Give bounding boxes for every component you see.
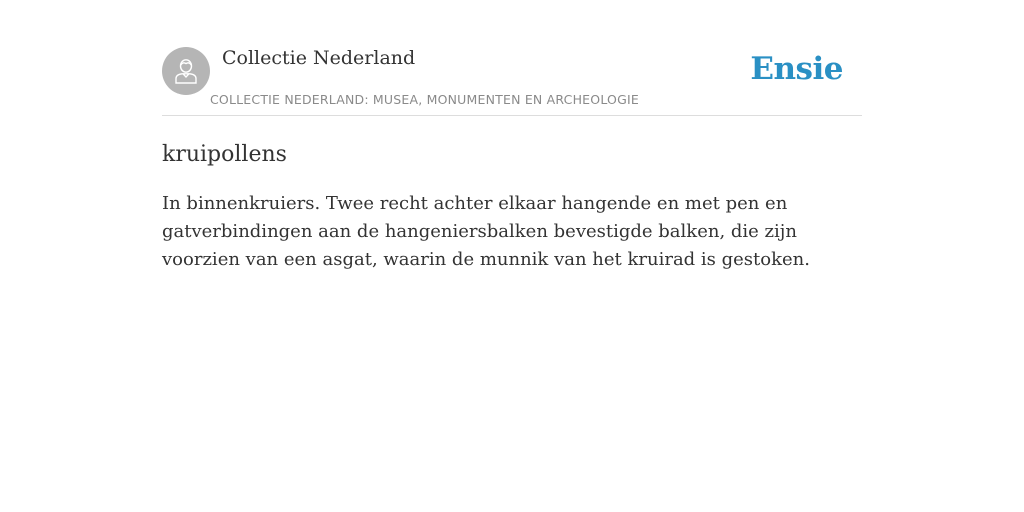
author-name[interactable]: Collectie Nederland (222, 47, 416, 69)
entry-definition: In binnenkruiers. Twee recht achter elkaar hangende en met pen en gatverbindingen aan de hangeniersbalken bevestigde balken, die zijn voorzien van een asgat, waarin de munnik van het kruirad is gestoken. (162, 193, 810, 270)
avatar[interactable] (162, 47, 210, 95)
entry-header (162, 47, 862, 116)
user-icon (171, 56, 201, 86)
entry-card (162, 47, 862, 274)
author-subtitle[interactable]: COLLECTIE NEDERLAND: MUSEA, MONUMENTEN EN ARCHEOLOGIE (210, 92, 639, 107)
ensie-logo[interactable]: Ensie (750, 51, 843, 87)
entry-term: kruipollens (162, 142, 287, 167)
